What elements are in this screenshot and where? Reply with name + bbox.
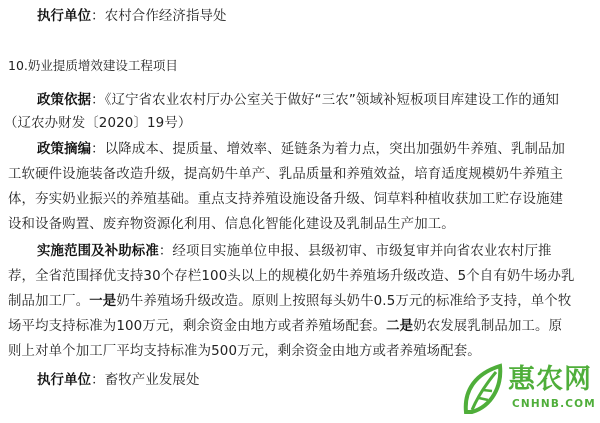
watermark-name: 惠农网 [508,364,592,395]
section-heading: 10.奶业提质增效建设工程项目 [8,58,178,73]
policy-basis-line-2: （辽农办财发〔2020〕19号） [4,116,192,131]
policy-basis-label: 政策依据 [37,93,92,108]
first-point-label: 一是 [89,294,117,309]
executing-unit-value: 农村合作经济指导处 [104,9,227,24]
executing-unit-label-2: 执行单位 [37,373,92,388]
executing-unit-label: 执行单位 [37,9,92,24]
policy-basis-line-1: 政策依据：《辽宁省农业农村厅办公室关于做好“三农”领域补短板项目库建设工作的通知 [37,93,560,108]
policy-basis-text: 《辽宁省农业农村厅办公室关于做好“三农”领域补短板项目库建设工作的通知 [104,93,560,108]
second-point-label: 二是 [386,319,414,334]
watermark-url: CNHNB.COM [512,398,596,410]
policy-summary-line-4: 设和设备购置、废弃物资源化利用、信息化智能化建设及乳制品生产加工。 [8,217,455,232]
executing-unit-line-2: 执行单位：畜牧产业发展处 [37,373,200,388]
scope-line-2: 荐，全省范围择优支持30个存栏100头以上的规模化奶牛养殖场升级改造、5个自有奶牛场办乳 [8,269,575,284]
site-watermark [462,362,598,420]
scope-line-3: 制品加工厂。一是奶牛养殖场升级改造。原则上按照每头奶牛0.5万元的标准给予支持，单个牧 [8,294,572,309]
scope-line-5: 则上对单个加工厂平均支持标准为500万元，剩余资金由地方或者养殖场配套。 [8,344,481,359]
policy-summary-line-2: 工软硬件设施装备改造升级，提高奶牛单产、乳品质量和养殖效益，培育适度规模奶牛养殖主 [8,167,564,182]
scope-label: 实施范围及补助标准 [37,244,159,259]
executing-unit-line-1: 执行单位：农村合作经济指导处 [37,9,227,24]
scope-line-4: 场平均支持标准为100万元，剩余资金由地方或者养殖场配套。二是奶农发展乳制品加工。原 [8,319,563,334]
leaf-logo-icon [462,362,506,418]
executing-unit-value-2: 畜牧产业发展处 [104,373,200,388]
policy-summary-line-3: 体，夯实奶业振兴的养殖基础。重点支持养殖设施设备升级、饲草料种植收获加工贮存设施建 [8,192,564,207]
policy-summary-label: 政策摘编 [37,142,92,157]
scope-line-1: 实施范围及补助标准：经项目实施单位申报、县级初审、市级复审并向省农业农村厅推 [37,244,552,259]
policy-summary-line-1: 政策摘编：以降成本、提质量、增效率、延链条为着力点，突出加强奶牛养殖、乳制品加 [37,142,566,157]
